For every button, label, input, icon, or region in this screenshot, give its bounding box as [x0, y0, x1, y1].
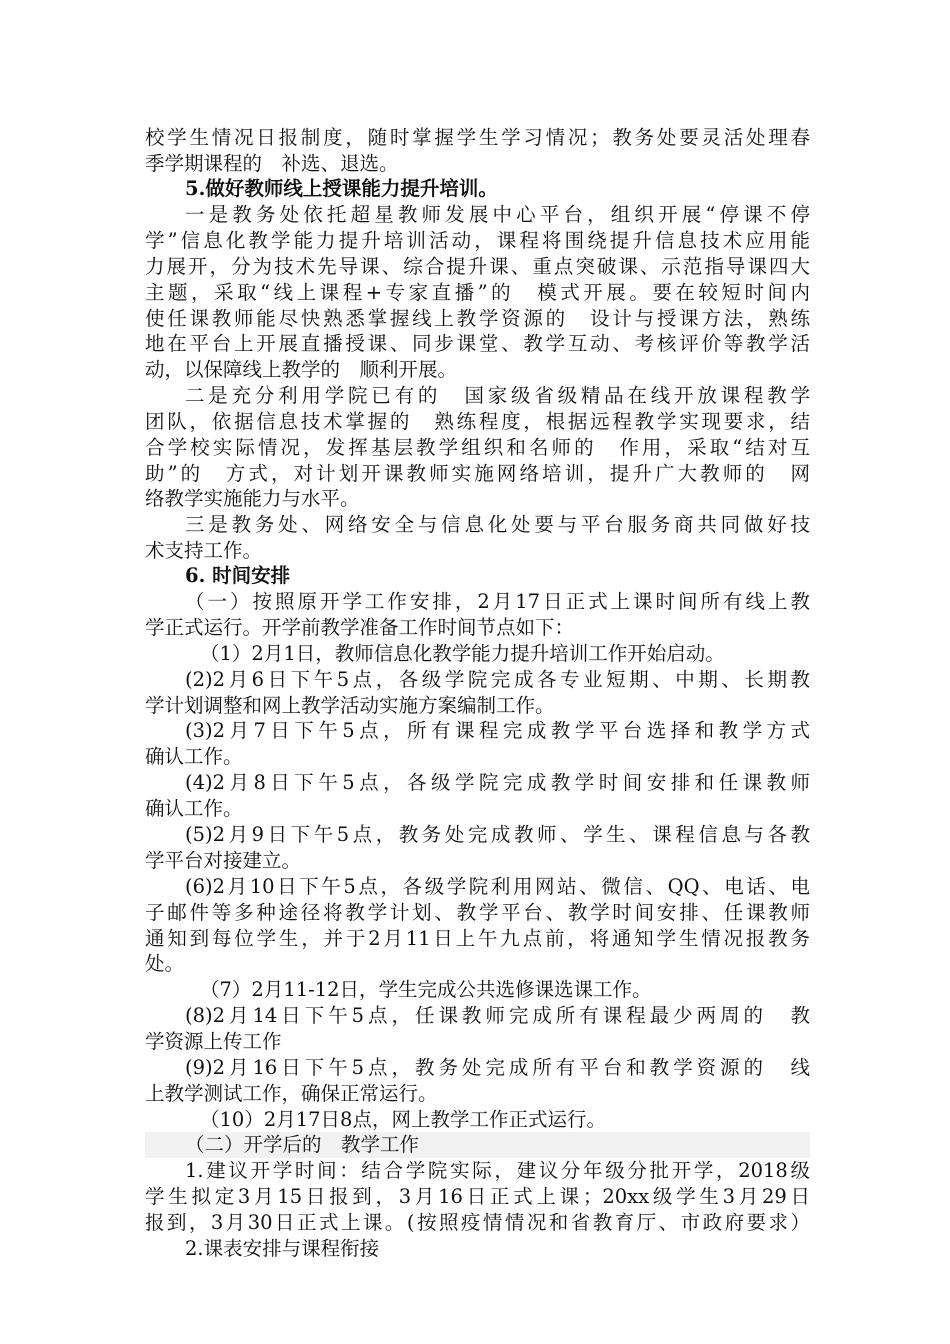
- paragraph-line: 络教学实施能力与水平。: [145, 487, 360, 510]
- paragraph-line: 学资源上传工作: [145, 1030, 282, 1053]
- paragraph-line: 1.建议开学时间：结合学院实际，建议分年级分批开学，2018级: [185, 1159, 810, 1182]
- paragraph-line: 一是教务处依托超星教师发展中心平台，组织开展“停课不停: [185, 203, 810, 226]
- paragraph-line: 上教学测试工作，确保正常运行。: [145, 1082, 438, 1105]
- paragraph-line: 学生拟定3月15日报到，3月16日正式上课；20xx级学生3月29日: [145, 1185, 810, 1208]
- paragraph-line: 地在平台上开展直播授课、同步课堂、教学互动、考核评价等教学活: [145, 332, 810, 355]
- paragraph-line: 2.课表安排与课程衔接: [185, 1237, 380, 1260]
- schedule-item: （1）2月1日，教师信息化教学能力提升培训工作开始启动。: [200, 642, 725, 665]
- paragraph-line: 处。: [145, 952, 185, 975]
- paragraph-line: （一）按照原开学工作安排，2月17日正式上课时间所有线上教: [185, 590, 810, 613]
- paragraph-line: 术支持工作。: [145, 539, 263, 562]
- paragraph-line: 助”的 方式，对计划开课教师实施网络培训，提升广大教师的 网: [145, 462, 810, 485]
- schedule-item: (8)2月14日下午5点，任课教师完成所有课程最少两周的 教: [185, 1004, 810, 1027]
- paragraph-line: 团队，依据信息技术掌握的 熟练程度，根据远程教学实现要求，结: [145, 410, 810, 433]
- schedule-item: (6)2月10日下午5点，各级学院利用网站、微信、QQ、电话、电: [185, 875, 810, 898]
- paragraph-line: 学正式运行。开学前教学准备工作时间节点如下：: [145, 616, 575, 639]
- paragraph-line: 通知到每位学生，并于2月11日上午九点前，将通知学生情况报教务: [145, 927, 810, 950]
- section-heading: 5.做好教师线上授课能力提升培训。: [185, 177, 498, 200]
- paragraph-line: 三是教务处、网络安全与信息化处要与平台服务商共同做好技: [185, 513, 810, 536]
- schedule-item: （10）2月17日8点，网上教学工作正式运行。: [200, 1108, 606, 1131]
- paragraph-line: 学计划调整和网上教学活动实施方案编制工作。: [145, 694, 555, 717]
- subsection-heading: （二）开学后的 教学工作: [145, 1132, 810, 1158]
- schedule-item: (2)2月6日下午5点，各级学院完成各专业短期、中期、长期教: [185, 668, 810, 691]
- paragraph-line: 使任课教师能尽快熟悉掌握线上教学资源的 设计与授课方法，熟练: [145, 307, 810, 330]
- schedule-item: （7）2月11-12日，学生完成公共选修课选课工作。: [200, 978, 652, 1001]
- paragraph-line: 子邮件等多种途径将教学计划、教学平台、教学时间安排、任课教师: [145, 901, 810, 924]
- schedule-item: (4)2月8日下午5点，各级学院完成教学时间安排和任课教师: [185, 771, 810, 794]
- paragraph-line: 季学期课程的 补选、退选。: [145, 152, 399, 175]
- paragraph-line: 确认工作。: [145, 745, 243, 768]
- paragraph-line: 确认工作。: [145, 797, 243, 820]
- schedule-item: (5)2月9日下午5点，教务处完成教师、学生、课程信息与各教: [185, 823, 810, 846]
- paragraph-line: 二是充分利用学院已有的 国家级省级精品在线开放课程教学: [185, 384, 810, 407]
- section-heading: 6. 时间安排: [185, 564, 291, 587]
- paragraph-line: 校学生情况日报制度，随时掌握学生学习情况；教务处要灵活处理春: [145, 126, 810, 149]
- paragraph-line: 力展开，分为技术先导课、综合提升课、重点突破课、示范指导课四大: [145, 255, 810, 278]
- paragraph-line: 动，以保障线上教学的 顺利开展。: [145, 358, 458, 381]
- schedule-item: (9)2月16日下午5点，教务处完成所有平台和教学资源的 线: [185, 1056, 810, 1079]
- paragraph-line: 学平台对接建立。: [145, 849, 302, 872]
- paragraph-line: 报到，3月30日正式上课。(按照疫情情况和省教育厅、市政府要求）: [145, 1211, 810, 1234]
- paragraph-line: 主题，采取“线上课程+专家直播”的 模式开展。要在较短时间内: [145, 281, 810, 304]
- paragraph-line: 学”信息化教学能力提升培训活动，课程将围绕提升信息技术应用能: [145, 229, 810, 252]
- schedule-item: (3)2月7日下午5点，所有课程完成教学平台选择和教学方式: [185, 719, 810, 742]
- paragraph-line: 合学校实际情况，发挥基层教学组织和名师的 作用，采取“结对互: [145, 436, 810, 459]
